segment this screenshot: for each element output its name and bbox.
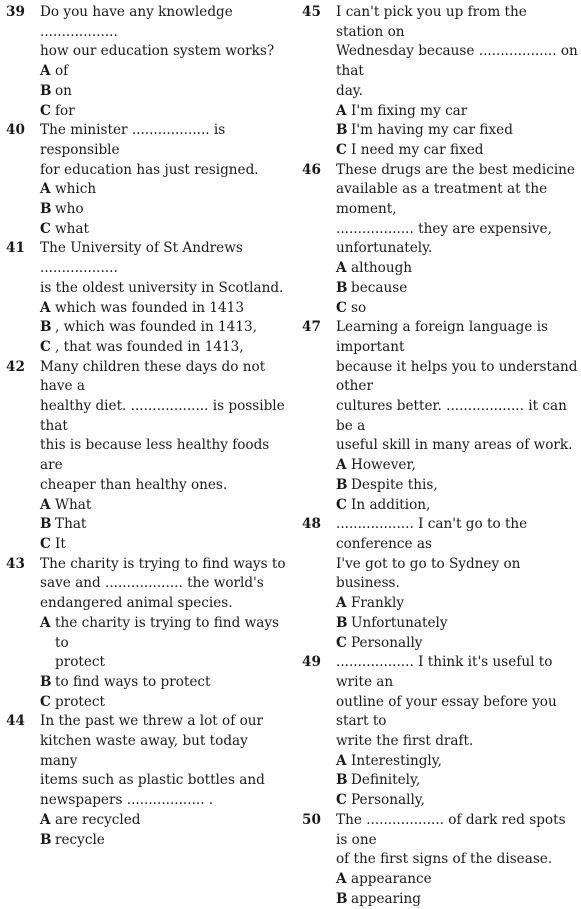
option-letter: C [40, 102, 51, 119]
option-letter: B [40, 201, 52, 218]
option-letter: A [336, 752, 347, 769]
question-stem-line: outline of your essay before you start to [336, 693, 557, 730]
question-stem-line: In the past we threw a lot of our [40, 713, 264, 730]
option-text-continued: protect [55, 654, 105, 671]
option-letter: B [336, 890, 348, 907]
answer-option-b[interactable] [40, 318, 288, 338]
option-text: so [351, 299, 367, 316]
question-number: 45 [302, 4, 321, 20]
question-stem-line: day. [336, 82, 364, 99]
option-text: It [55, 535, 66, 552]
option-letter: A [336, 102, 347, 119]
option-letter: A [336, 260, 347, 277]
left-question-column [6, 3, 288, 850]
answer-option-a[interactable] [40, 496, 288, 516]
answer-option-b[interactable] [336, 121, 578, 141]
question-stem-line: Do you have any knowledge .................. [40, 4, 233, 40]
right-question-column [302, 3, 578, 909]
question-50 [302, 811, 578, 909]
question-number: 40 [6, 122, 25, 139]
question-stem-line: write the first draft. [336, 733, 474, 750]
option-text: who [55, 201, 84, 218]
question-stem-line: newspapers .................. . [40, 792, 214, 809]
option-letter: C [336, 634, 347, 651]
question-44 [6, 712, 288, 850]
option-text: which was founded in 1413 [55, 299, 244, 316]
option-letter: B [336, 614, 348, 631]
option-text: Interestingly, [351, 752, 442, 769]
question-40 [6, 121, 288, 239]
question-stem-line: healthy diet. .................. is possible that [40, 398, 285, 434]
answer-option-c[interactable] [40, 338, 288, 358]
option-text: which [55, 181, 97, 198]
option-letter: C [40, 693, 51, 710]
option-letter: A [40, 811, 51, 828]
question-46 [302, 161, 578, 319]
option-text: Personally [351, 634, 423, 651]
option-text: what [55, 220, 89, 237]
answer-option-b[interactable] [40, 200, 288, 220]
option-text: Personally, [351, 792, 425, 809]
answer-option-c[interactable] [336, 634, 578, 654]
option-letter: A [40, 299, 51, 316]
question-stem-line: .................. I think it's useful to write an [336, 654, 553, 690]
question-stem-line: Wednesday because .................. on that [336, 43, 578, 80]
question-stem-line: The minister .................. is responsible [40, 122, 226, 158]
answer-option-b[interactable] [336, 279, 578, 299]
question-45 [302, 3, 578, 161]
question-47 [302, 318, 578, 515]
question-number: 42 [6, 358, 25, 375]
question-stem-line: cheaper than healthy ones. [40, 476, 228, 493]
option-letter: C [336, 792, 347, 809]
option-text: because [351, 279, 408, 296]
option-text: I need my car fixed [351, 141, 484, 158]
question-stem-line: items such as plastic bottles and [40, 772, 265, 789]
question-stem-line: The University of St Andrews .................. [40, 240, 243, 277]
question-stem-line: These drugs are the best medicine [336, 161, 575, 178]
question-stem-line: The .................. of dark red spots is one [336, 811, 566, 848]
answer-option-b[interactable] [336, 890, 578, 909]
question-41 [6, 239, 288, 357]
question-number: 44 [6, 713, 25, 730]
question-stem-line: kitchen waste away, but today many [40, 733, 248, 769]
answer-option-c[interactable] [336, 141, 578, 161]
option-letter: B [336, 772, 348, 789]
option-text: protect [55, 693, 105, 710]
option-text: What [55, 496, 92, 513]
option-letter: B [40, 319, 52, 336]
question-stem-line: The charity is trying to find ways to [40, 555, 286, 572]
option-text: appearance [351, 870, 432, 887]
question-stem-line: .................. I can't go to the conference as [336, 516, 528, 552]
question-stem-line: for education has just resigned. [40, 161, 259, 178]
answer-option-a[interactable] [40, 62, 288, 82]
question-stem-line: is the oldest university in Scotland. [40, 279, 284, 296]
option-text: , that was founded in 1413, [55, 338, 244, 355]
answer-option-a[interactable] [336, 259, 578, 279]
answer-option-a[interactable] [336, 870, 578, 890]
option-letter: B [40, 831, 52, 848]
option-letter: C [40, 220, 51, 237]
question-number: 46 [302, 161, 321, 178]
answer-option-a[interactable] [40, 180, 288, 200]
answer-option-b[interactable] [40, 82, 288, 102]
option-text: appearing [351, 890, 421, 907]
option-letter: C [336, 496, 347, 513]
option-letter: A [40, 63, 51, 80]
option-text: are recycled [55, 811, 141, 828]
question-48 [302, 515, 578, 653]
question-stem-line: endangered animal species. [40, 595, 233, 612]
option-letter: A [40, 181, 51, 198]
option-letter: C [40, 338, 51, 355]
question-stem-line: unfortunately. [336, 240, 433, 257]
option-text: for [55, 102, 75, 119]
option-text: Definitely, [351, 772, 421, 789]
option-letter: A [336, 870, 347, 887]
option-letter: B [40, 82, 52, 99]
option-letter: B [40, 673, 52, 690]
option-text: Frankly [351, 595, 405, 612]
question-number: 39 [6, 4, 25, 20]
question-stem-line: I've got to go to Sydney on business. [336, 555, 521, 592]
answer-option-a[interactable] [336, 456, 578, 476]
option-letter: A [40, 614, 51, 631]
option-letter: C [40, 535, 51, 552]
option-text: I'm fixing my car [351, 102, 468, 119]
question-number: 49 [302, 654, 321, 671]
option-text: although [351, 260, 413, 277]
question-39 [6, 3, 288, 121]
answer-option-a[interactable] [336, 752, 578, 772]
question-stem-line: this is because less healthy foods are [40, 437, 270, 474]
option-text: Unfortunately [351, 614, 448, 631]
answer-option-a[interactable] [40, 299, 288, 319]
option-text: to find ways to protect [55, 673, 211, 690]
option-text: In addition, [351, 496, 431, 513]
option-text: of [55, 63, 69, 80]
answer-option-a[interactable] [336, 594, 578, 614]
option-text: on [55, 82, 72, 99]
option-letter: B [40, 516, 52, 533]
option-letter: A [336, 595, 347, 612]
answer-option-c[interactable] [40, 535, 288, 555]
question-stem-line: because it helps you to understand other [336, 358, 578, 395]
question-number: 43 [6, 555, 25, 572]
question-number: 47 [302, 319, 321, 336]
question-stem-line: I can't pick you up from the station on [336, 4, 527, 40]
option-text: the charity is trying to find ways to [55, 614, 279, 651]
answer-option-b[interactable] [40, 831, 288, 851]
option-text: recycle [55, 831, 105, 848]
option-letter: B [336, 476, 348, 493]
answer-option-c[interactable] [40, 102, 288, 122]
question-stem-line: available as a treatment at the moment, [336, 181, 548, 218]
question-number: 50 [302, 811, 321, 828]
answer-option-c[interactable] [336, 299, 578, 319]
option-letter: B [336, 122, 348, 139]
question-stem-line: useful skill in many areas of work. [336, 437, 573, 454]
question-42 [6, 358, 288, 555]
option-text: Despite this, [351, 476, 438, 493]
question-stem-line: of the first signs of the disease. [336, 851, 553, 868]
question-stem-line: cultures better. .................. it can be a [336, 398, 567, 434]
answer-option-b[interactable] [336, 476, 578, 496]
option-text: However, [351, 457, 416, 474]
question-stem-line: save and .................. the world's [40, 575, 264, 592]
answer-option-c[interactable] [40, 220, 288, 240]
answer-option-b[interactable] [40, 515, 288, 535]
answer-option-c[interactable] [336, 496, 578, 516]
option-text: , which was founded in 1413, [55, 319, 257, 336]
answer-option-a[interactable] [40, 811, 288, 831]
option-letter: C [336, 299, 347, 316]
question-stem-line: Learning a foreign language is important [336, 319, 549, 355]
option-letter: A [336, 457, 347, 474]
question-stem-line: how our education system works? [40, 43, 275, 60]
answer-option-b[interactable] [336, 614, 578, 634]
option-letter: C [336, 141, 347, 158]
answer-option-c[interactable] [40, 693, 288, 713]
question-stem-line: Many children these days do not have a [40, 358, 266, 395]
answer-option-a[interactable] [40, 614, 288, 653]
question-number: 41 [6, 240, 25, 257]
option-text: I'm having my car fixed [351, 122, 513, 139]
answer-option-b[interactable] [40, 673, 288, 693]
option-letter: B [336, 279, 348, 296]
question-stem-line: .................. they are expensive, [336, 220, 552, 237]
question-43 [6, 555, 288, 713]
question-number: 48 [302, 516, 321, 533]
option-text: That [55, 516, 87, 533]
answer-option-c[interactable] [336, 791, 578, 811]
answer-option-b[interactable] [336, 771, 578, 791]
answer-option-a[interactable] [336, 102, 578, 122]
question-49 [302, 653, 578, 811]
option-letter: A [40, 496, 51, 513]
